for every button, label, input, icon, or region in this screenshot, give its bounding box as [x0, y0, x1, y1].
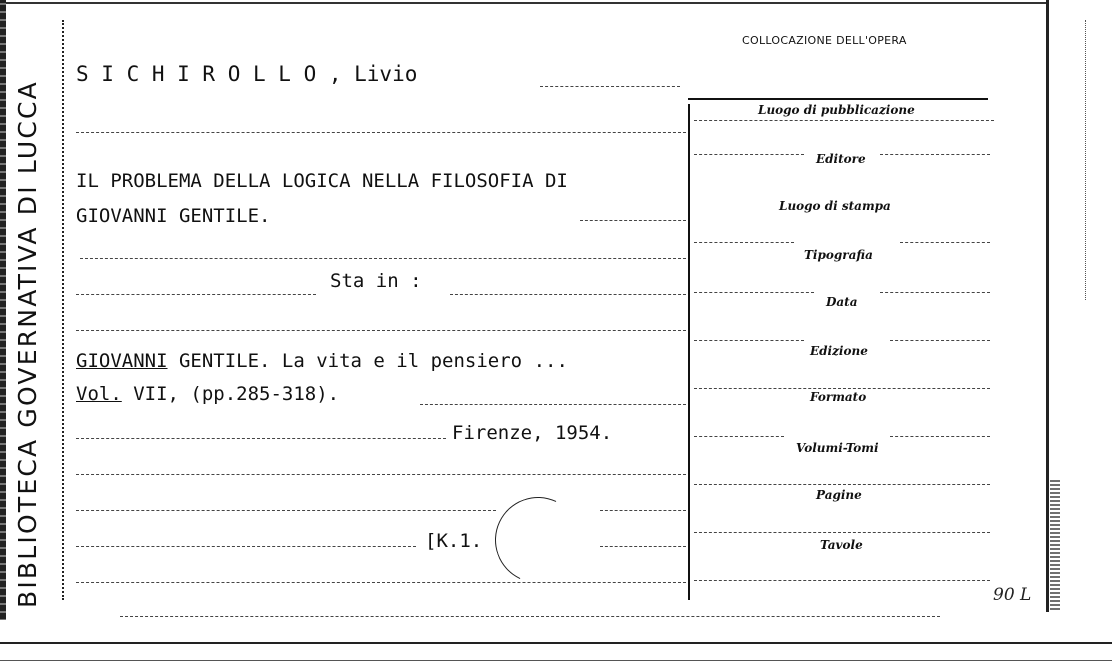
top-border — [0, 2, 1046, 4]
rule — [76, 330, 686, 331]
panel-rule — [694, 242, 794, 243]
panel-rule — [890, 436, 990, 437]
host-publication-line-1 — [76, 350, 568, 372]
rule — [600, 510, 686, 511]
work-title-line-2: GIOVANNI GENTILE. — [76, 205, 271, 227]
rule — [450, 294, 686, 295]
panel-rule — [900, 242, 990, 243]
volume-underlined: Vol. — [76, 383, 122, 405]
host-title: GENTILE. La vita e il pensiero ... — [167, 350, 568, 372]
bottom-border — [0, 642, 1112, 644]
author-name: S I C H I R O L L O , Livio — [76, 62, 418, 86]
scan-edge-noise — [1050, 480, 1060, 610]
panel-rule — [880, 292, 990, 293]
field-tipografia: Tipografia — [804, 248, 873, 262]
host-publication-line-2 — [76, 383, 339, 405]
rule — [76, 132, 686, 133]
panel-rule — [880, 154, 990, 155]
shelf-mark: [K.1. — [425, 530, 483, 552]
place-and-year: Firenze, 1954. — [452, 422, 613, 444]
field-data: Data — [826, 295, 858, 309]
stamp-circle — [483, 485, 593, 595]
right-edge-border — [1046, 0, 1049, 612]
panel-rule — [694, 436, 784, 437]
rule — [76, 474, 686, 475]
panel-rule — [694, 484, 990, 485]
rule — [120, 616, 940, 617]
panel-top-rule — [688, 98, 988, 100]
rule — [80, 258, 686, 259]
panel-left-rule — [688, 104, 690, 600]
panel-rule — [694, 532, 990, 533]
rule — [540, 86, 680, 87]
panel-rule — [694, 340, 804, 341]
field-pagine: Pagine — [816, 488, 862, 502]
rule — [76, 510, 496, 511]
panel-rule — [694, 292, 814, 293]
host-author-underlined: GIOVANNI — [76, 350, 168, 372]
panel-rule — [890, 340, 990, 341]
library-name: BIBLIOTECA GOVERNATIVA DI LUCCA — [13, 80, 42, 608]
field-formato: Formato — [810, 390, 867, 404]
field-tavole: Tavole — [820, 538, 863, 552]
handwritten-note: 90 L — [993, 585, 1032, 605]
panel-rule — [694, 154, 804, 155]
field-edizione: Edizione — [810, 344, 868, 358]
sta-in-label: Sta in : — [330, 270, 422, 292]
bottom-border-secondary — [0, 660, 1112, 661]
rule — [76, 582, 686, 583]
work-title-line-1: IL PROBLEMA DELLA LOGICA NELLA FILOSOFIA DI — [76, 170, 568, 192]
rule — [600, 546, 686, 547]
rule — [580, 220, 686, 221]
field-luogo-stampa: Luogo di stampa — [779, 199, 891, 213]
field-editore: Editore — [816, 152, 866, 166]
rule — [76, 546, 416, 547]
field-luogo-pubblicazione: Luogo di pubblicazione — [758, 103, 915, 117]
rule — [76, 294, 316, 295]
rule — [76, 438, 446, 439]
field-volumi-tomi: Volumi-Tomi — [796, 441, 879, 455]
rule — [420, 404, 686, 405]
panel-rule — [694, 388, 990, 389]
collocazione-header: COLLOCAZIONE DELL'OPERA — [742, 34, 907, 47]
right-dotted-edge — [1085, 20, 1086, 300]
panel-rule — [694, 120, 994, 121]
left-dotted-separator — [62, 20, 64, 600]
volume-pages: VII, (pp.285-318). — [121, 383, 340, 405]
left-edge-border — [0, 0, 6, 620]
panel-rule — [694, 580, 990, 581]
